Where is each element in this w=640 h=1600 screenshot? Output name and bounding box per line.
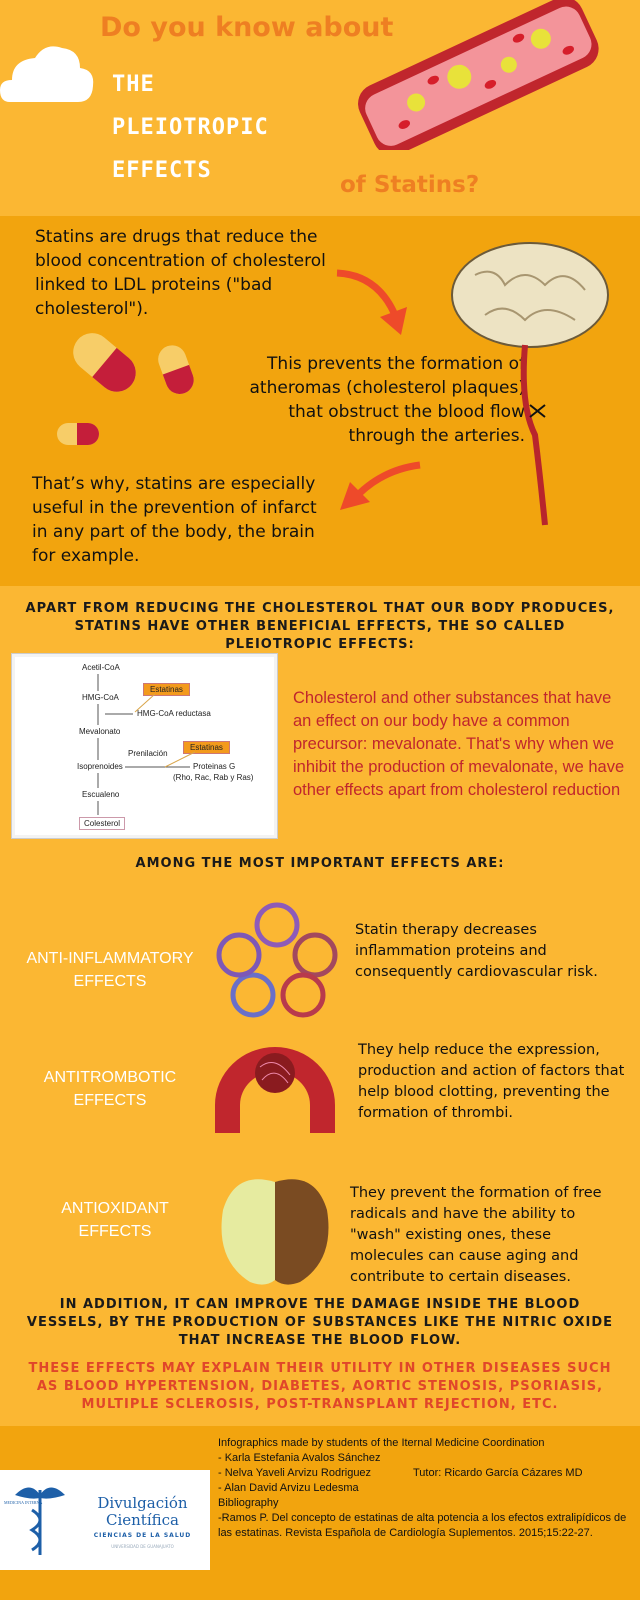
statins-label-1: Estatinas bbox=[143, 683, 190, 696]
protein-illustration bbox=[215, 900, 340, 1020]
label-prenilacion: Prenilación bbox=[128, 749, 168, 758]
arrow-left-icon bbox=[335, 460, 425, 530]
logo-title: Divulgación Científica bbox=[97, 1494, 188, 1529]
arrow-down-right-icon bbox=[335, 265, 415, 340]
other-diseases-text: THESE EFFECTS MAY EXPLAIN THEIR UTILITY IN OTHER DISEASES SUCH AS BLOOD HYPERTENSION, DIABETES, AORTIC STENOSIS, PSORIASIS, MULTIPLE SCLEROSIS, POST-TRANSPLANT REJECTION, ETC. bbox=[28, 1361, 612, 1412]
bibliography-reference: -Ramos P. Del concepto de estatinas de alta potencia a los efectos extralipídicos de las estatinas. Revista Española de Cardiología Suplementos. 2015;15:22-27. bbox=[218, 1512, 627, 1539]
node-colesterol: Colesterol bbox=[79, 817, 125, 830]
node-proteinas: Proteinas G bbox=[193, 762, 236, 771]
credits-line: Infographics made by students of the Iternal Medicine Coordination bbox=[218, 1437, 545, 1449]
title-effects: EFFECTS bbox=[112, 158, 212, 183]
credits-author: - Karla Estefania Avalos Sánchez bbox=[218, 1452, 381, 1464]
cloud-icon bbox=[0, 40, 95, 110]
bibliography-heading: Bibliography bbox=[218, 1497, 279, 1509]
mevalonate-pathway-diagram bbox=[12, 654, 277, 838]
divulgacion-logo bbox=[0, 1470, 210, 1570]
caduceus-icon bbox=[10, 1480, 70, 1560]
effect-desc-antitrombotic: They help reduce the expression, production and action of factors that help blood clotting, preventing the formation of thrombi. bbox=[358, 1042, 625, 1121]
nitric-oxide-text: IN ADDITION, IT CAN IMPROVE THE DAMAGE INSIDE THE BLOOD VESSELS, BY THE PRODUCTION OF SUBSTANCES LIKE THE NITRIC OXIDE THAT INCREASE THE BLOOD FLOW. bbox=[26, 1297, 614, 1348]
effect-name-anti-inflammatory: ANTI-INFLAMMATORY EFFECTS bbox=[26, 950, 194, 990]
brain-illustration bbox=[445, 235, 625, 530]
credits-author: - Nelva Yaveli Arvizu Rodriguez bbox=[218, 1467, 372, 1479]
credits-author: - Alan David Arvizu Ledesma bbox=[218, 1482, 359, 1494]
node-mevalonato: Mevalonato bbox=[79, 727, 121, 736]
credits bbox=[218, 1436, 633, 1541]
title-the: THE bbox=[112, 72, 155, 97]
node-acetil: Acetil-CoA bbox=[82, 663, 120, 672]
title-line1: Do you know about bbox=[100, 12, 394, 43]
logo-subtitle: CIENCIAS DE LA SALUD bbox=[93, 1532, 192, 1539]
credits-tutor: Tutor: Ricardo García Cázares MD bbox=[413, 1467, 583, 1479]
intro-paragraph-3: That’s why, statins are especially useful in the prevention of infarct in any part of the body, the brain for example. bbox=[32, 474, 317, 566]
effect-name-antitrombotic: ANTITROMBOTIC EFFECTS bbox=[43, 1069, 177, 1109]
apple-illustration bbox=[215, 1170, 335, 1290]
intro-paragraph-2: This prevents the formation of atheromas (cholesterol plaques) that obstruct the blood flow through the arteries. bbox=[249, 354, 525, 446]
title-end: of Statins? bbox=[340, 172, 480, 198]
diagram-arrows bbox=[15, 657, 275, 837]
node-reductasa: HMG-CoA reductasa bbox=[137, 709, 211, 718]
logo-left-text: MEDICINA INTERNA bbox=[4, 1500, 43, 1505]
intro-paragraph-1: Statins are drugs that reduce the blood concentration of cholesterol linked to LDL proteins ("bad cholesterol"). bbox=[35, 227, 326, 319]
blood-vessel-illustration bbox=[350, 0, 600, 150]
node-isoprenoides: Isoprenoides bbox=[77, 762, 123, 771]
pleiotropic-heading: APART FROM REDUCING THE CHOLESTEROL THAT OUR BODY PRODUCES, STATINS HAVE OTHER BENEFICIAL EFFECTS, THE SO CALLED PLEIOTROPIC EFFECTS: bbox=[25, 601, 615, 652]
logo-university: UNIVERSIDAD DE GUANAJUATO bbox=[111, 1544, 174, 1549]
statins-label-2: Estatinas bbox=[183, 741, 230, 754]
node-proteinas-sub: (Rho, Rac, Rab y Ras) bbox=[173, 773, 254, 782]
mevalonate-text: Cholesterol and other substances that have an effect on our body have a common precursor: mevalonate. That's why when we inhibit the production of mevalonate, we have other effects apart from cholesterol reduction bbox=[293, 689, 625, 799]
title-pleiotropic: PLEIOTROPIC bbox=[112, 115, 269, 140]
effect-desc-antioxidant: They prevent the formation of free radicals and have the ability to "wash" existing ones, these molecules can cause aging and contribute to certain diseases. bbox=[350, 1185, 602, 1285]
effect-desc-anti-inflammatory: Statin therapy decreases inflammation proteins and consequently cardiovascular risk. bbox=[355, 922, 598, 980]
effects-heading: AMONG THE MOST IMPORTANT EFFECTS ARE: bbox=[135, 856, 505, 871]
node-hmg: HMG-CoA bbox=[82, 693, 119, 702]
effect-name-antioxidant: ANTIOXIDANT EFFECTS bbox=[61, 1200, 169, 1240]
blood-clot-illustration bbox=[210, 1045, 340, 1135]
pills-illustration bbox=[55, 325, 195, 450]
node-escualeno: Escualeno bbox=[82, 790, 120, 799]
